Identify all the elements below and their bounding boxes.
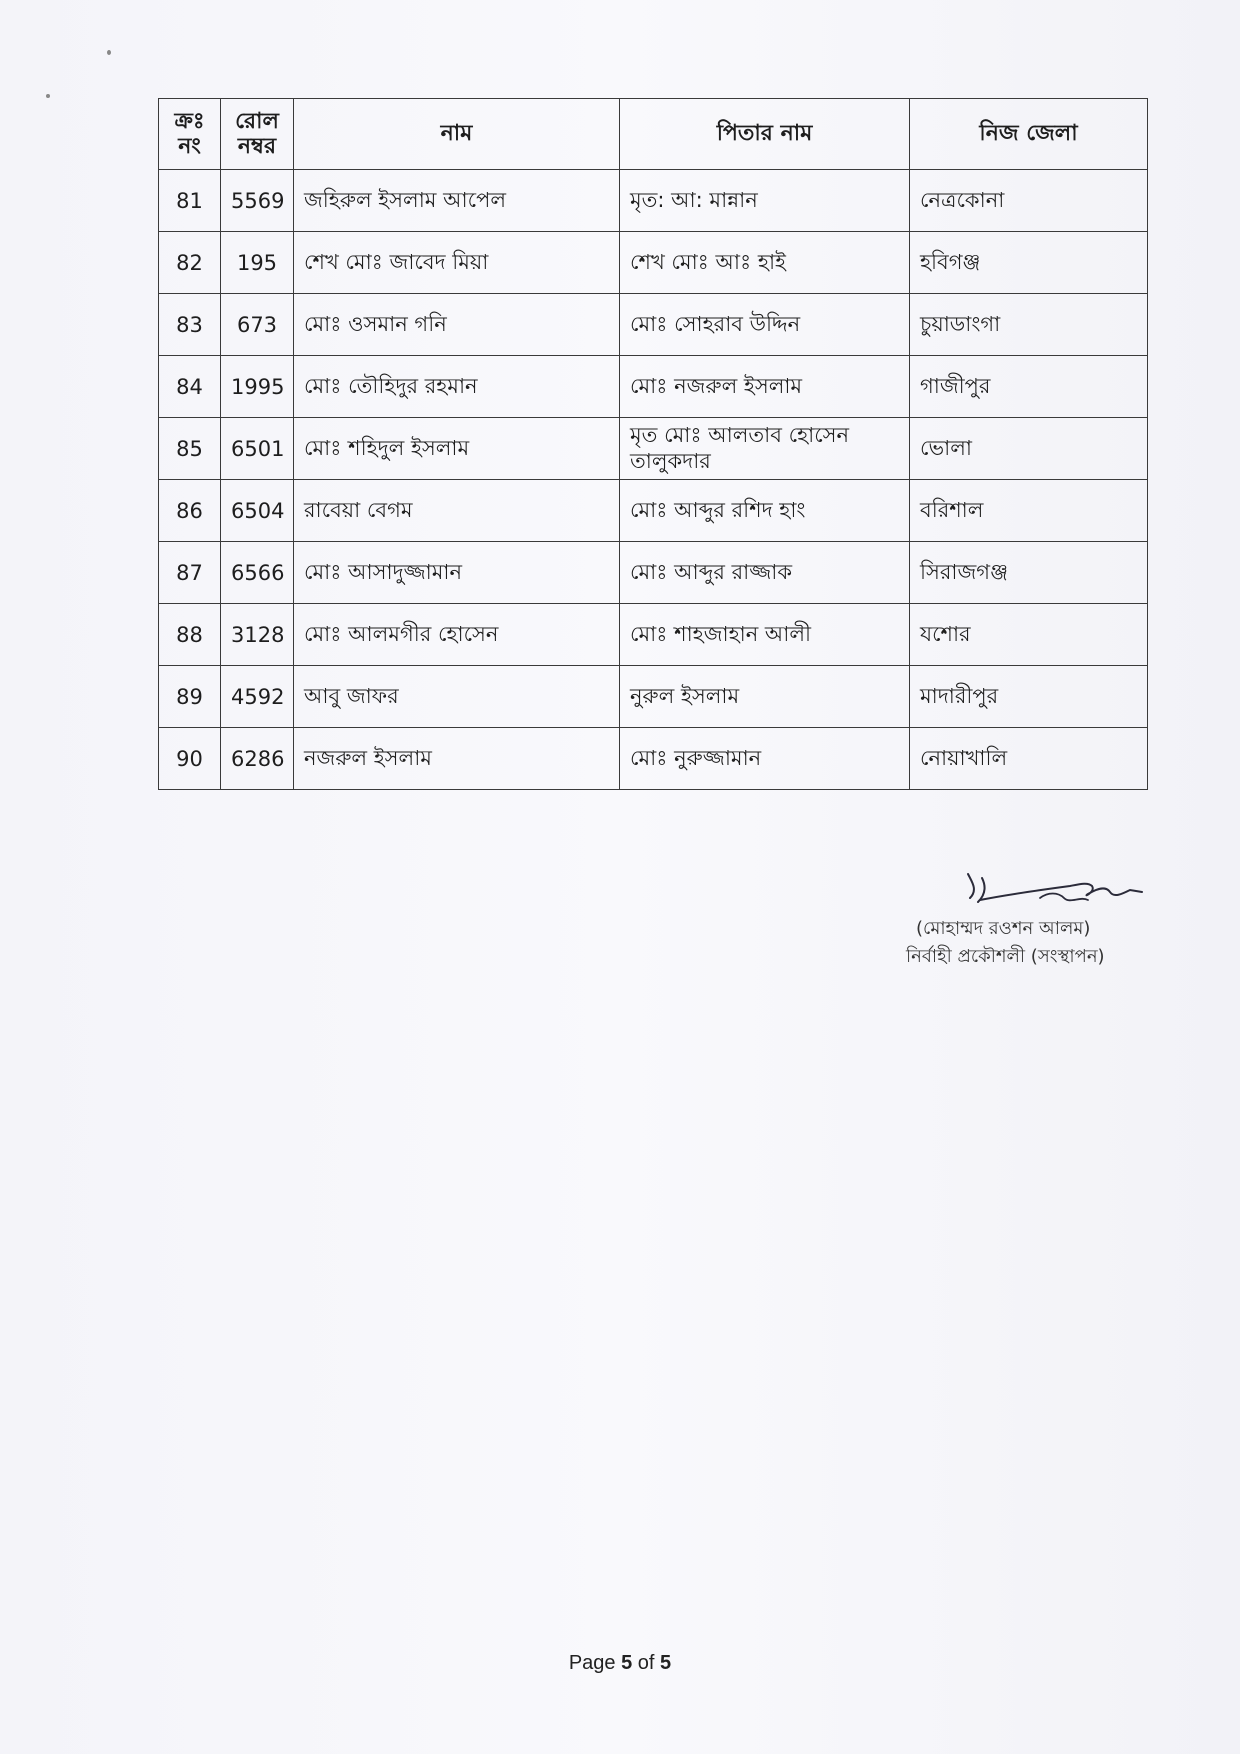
cell-name: রাবেয়া বেগম bbox=[294, 480, 620, 542]
header-serial: ক্রঃ নং bbox=[159, 99, 221, 170]
cell-name: শেখ মোঃ জাবেদ মিয়া bbox=[294, 232, 620, 294]
cell-serial: 87 bbox=[159, 542, 221, 604]
signatory-name: (মোহাম্মদ রওশন আলম) bbox=[916, 918, 1091, 939]
current-page-number: 5 bbox=[621, 1652, 633, 1674]
header-father-name: পিতার নাম bbox=[620, 99, 910, 170]
cell-district: মাদারীপুর bbox=[910, 666, 1148, 728]
cell-roll: 6504 bbox=[221, 480, 294, 542]
cell-roll: 6286 bbox=[221, 728, 294, 790]
cell-father-name: মোঃ সোহরাব উদ্দিন bbox=[620, 294, 910, 356]
page-of-label: of bbox=[637, 1652, 655, 1674]
cell-serial: 84 bbox=[159, 356, 221, 418]
page-label: Page bbox=[568, 1652, 616, 1674]
table-row bbox=[159, 418, 1148, 480]
cell-name: মোঃ ওসমান গনি bbox=[294, 294, 620, 356]
cell-father-name: মৃত মোঃ আলতাব হোসেন তালুকদার bbox=[620, 418, 910, 480]
cell-name: নজরুল ইসলাম bbox=[294, 728, 620, 790]
cell-father-name: নুরুল ইসলাম bbox=[620, 666, 910, 728]
table-row bbox=[159, 604, 1148, 666]
page-footer bbox=[0, 1652, 1240, 1675]
cell-father-name: মৃত: আ: মান্নান bbox=[620, 170, 910, 232]
cell-serial: 89 bbox=[159, 666, 221, 728]
cell-roll: 3128 bbox=[221, 604, 294, 666]
cell-roll: 195 bbox=[221, 232, 294, 294]
cell-district: চুয়াডাংগা bbox=[910, 294, 1148, 356]
cell-father-name: মোঃ শাহজাহান আলী bbox=[620, 604, 910, 666]
header-name: নাম bbox=[294, 99, 620, 170]
cell-roll: 6566 bbox=[221, 542, 294, 604]
table-row bbox=[159, 666, 1148, 728]
cell-serial: 88 bbox=[159, 604, 221, 666]
cell-name: মোঃ আসাদুজ্জামান bbox=[294, 542, 620, 604]
table-row bbox=[159, 480, 1148, 542]
cell-district: গাজীপুর bbox=[910, 356, 1148, 418]
paper-speck bbox=[107, 50, 111, 55]
cell-father-name: মোঃ নুরুজ্জামান bbox=[620, 728, 910, 790]
cell-name: মোঃ তৌহিদুর রহমান bbox=[294, 356, 620, 418]
signature-block bbox=[880, 868, 1180, 968]
cell-district: বরিশাল bbox=[910, 480, 1148, 542]
cell-district: যশোর bbox=[910, 604, 1148, 666]
table-row bbox=[159, 232, 1148, 294]
header-roll: রোল নম্বর bbox=[221, 99, 294, 170]
paper-speck bbox=[46, 94, 50, 98]
header-district: নিজ জেলা bbox=[910, 99, 1148, 170]
handwritten-signature bbox=[920, 868, 1150, 918]
cell-name: মোঃ আলমগীর হোসেন bbox=[294, 604, 620, 666]
table-row bbox=[159, 356, 1148, 418]
cell-serial: 83 bbox=[159, 294, 221, 356]
cell-district: সিরাজগঞ্জ bbox=[910, 542, 1148, 604]
table-row bbox=[159, 542, 1148, 604]
cell-name: জহিরুল ইসলাম আপেল bbox=[294, 170, 620, 232]
cell-district: হবিগঞ্জ bbox=[910, 232, 1148, 294]
cell-roll: 1995 bbox=[221, 356, 294, 418]
cell-district: নেত্রকোনা bbox=[910, 170, 1148, 232]
cell-serial: 85 bbox=[159, 418, 221, 480]
cell-serial: 81 bbox=[159, 170, 221, 232]
cell-father-name: শেখ মোঃ আঃ হাই bbox=[620, 232, 910, 294]
cell-serial: 82 bbox=[159, 232, 221, 294]
cell-roll: 6501 bbox=[221, 418, 294, 480]
cell-roll: 4592 bbox=[221, 666, 294, 728]
table-header-row bbox=[159, 99, 1148, 170]
roll-table bbox=[158, 98, 1148, 790]
table-row bbox=[159, 170, 1148, 232]
cell-district: ভোলা bbox=[910, 418, 1148, 480]
cell-father-name: মোঃ নজরুল ইসলাম bbox=[620, 356, 910, 418]
cell-serial: 90 bbox=[159, 728, 221, 790]
signatory-title: নির্বাহী প্রকৌশলী (সংস্থাপন) bbox=[906, 946, 1105, 967]
cell-serial: 86 bbox=[159, 480, 221, 542]
table-row bbox=[159, 728, 1148, 790]
cell-name: আবু জাফর bbox=[294, 666, 620, 728]
cell-father-name: মোঃ আব্দুর রশিদ হাং bbox=[620, 480, 910, 542]
total-pages-number: 5 bbox=[660, 1652, 672, 1674]
cell-roll: 673 bbox=[221, 294, 294, 356]
cell-roll: 5569 bbox=[221, 170, 294, 232]
cell-district: নোয়াখালি bbox=[910, 728, 1148, 790]
cell-father-name: মোঃ আব্দুর রাজ্জাক bbox=[620, 542, 910, 604]
table-row bbox=[159, 294, 1148, 356]
cell-name: মোঃ শহিদুল ইসলাম bbox=[294, 418, 620, 480]
